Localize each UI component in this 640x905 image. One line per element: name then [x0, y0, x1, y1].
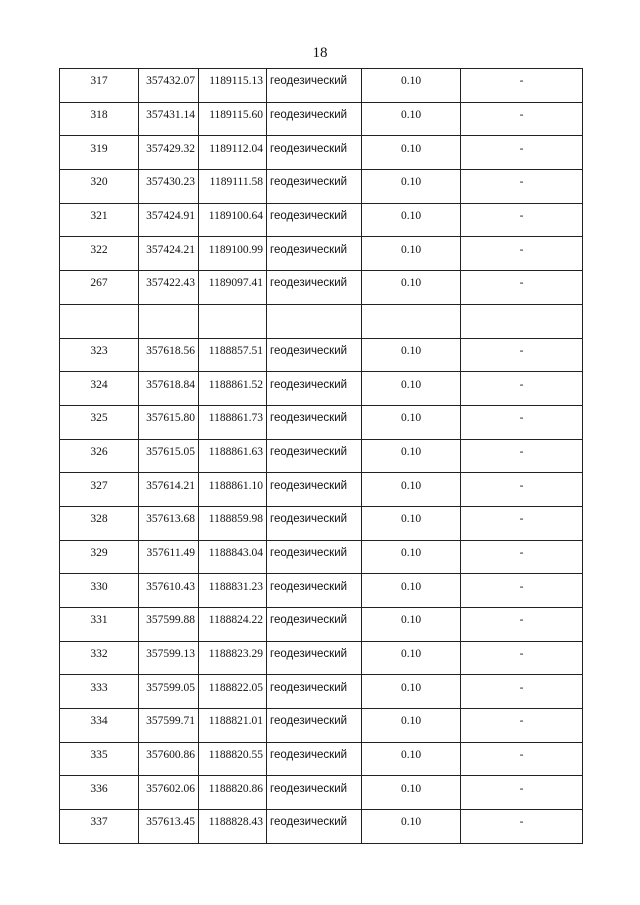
accuracy-cell: 0.10: [362, 372, 461, 406]
x-coordinate-cell: 357599.13: [139, 641, 199, 675]
accuracy-cell: 0.10: [362, 540, 461, 574]
description-cell: -: [461, 675, 583, 709]
method-cell: геодезический: [267, 136, 362, 170]
description-cell: -: [461, 506, 583, 540]
description-cell: -: [461, 709, 583, 743]
point-number-cell: 332: [60, 641, 139, 675]
table-row: [60, 641, 583, 675]
description-cell: -: [461, 69, 583, 103]
description-cell: -: [461, 136, 583, 170]
y-coordinate-cell: 1188828.43: [199, 810, 267, 844]
point-number-cell: 317: [60, 69, 139, 103]
table-row: [60, 608, 583, 642]
table-row: [60, 473, 583, 507]
x-coordinate-cell: 357430.23: [139, 170, 199, 204]
description-cell: -: [461, 203, 583, 237]
method-cell: геодезический: [267, 271, 362, 305]
method-cell: геодезический: [267, 608, 362, 642]
method-cell: [267, 304, 362, 338]
table-row: [60, 439, 583, 473]
accuracy-cell: 0.10: [362, 608, 461, 642]
point-number-cell: 335: [60, 742, 139, 776]
y-coordinate-cell: 1188861.73: [199, 405, 267, 439]
description-cell: -: [461, 405, 583, 439]
accuracy-cell: 0.10: [362, 810, 461, 844]
x-coordinate-cell: [139, 304, 199, 338]
accuracy-cell: 0.10: [362, 405, 461, 439]
method-cell: геодезический: [267, 372, 362, 406]
table-row: [60, 203, 583, 237]
table-row: [60, 338, 583, 372]
table-row: [60, 776, 583, 810]
accuracy-cell: 0.10: [362, 439, 461, 473]
method-cell: геодезический: [267, 102, 362, 136]
y-coordinate-cell: 1189112.04: [199, 136, 267, 170]
y-coordinate-cell: 1189100.64: [199, 203, 267, 237]
point-number-cell: [60, 304, 139, 338]
point-number-cell: 326: [60, 439, 139, 473]
point-number-cell: 318: [60, 102, 139, 136]
x-coordinate-cell: 357429.32: [139, 136, 199, 170]
method-cell: геодезический: [267, 810, 362, 844]
point-number-cell: 331: [60, 608, 139, 642]
x-coordinate-cell: 357618.84: [139, 372, 199, 406]
method-cell: геодезический: [267, 506, 362, 540]
accuracy-cell: 0.10: [362, 170, 461, 204]
page-number: 18: [312, 45, 328, 61]
description-cell: -: [461, 372, 583, 406]
point-number-cell: 328: [60, 506, 139, 540]
table-row: [60, 742, 583, 776]
description-cell: -: [461, 540, 583, 574]
accuracy-cell: 0.10: [362, 742, 461, 776]
description-cell: -: [461, 641, 583, 675]
point-number-cell: 324: [60, 372, 139, 406]
description-cell: [461, 304, 583, 338]
description-cell: -: [461, 810, 583, 844]
point-number-cell: 321: [60, 203, 139, 237]
accuracy-cell: 0.10: [362, 506, 461, 540]
y-coordinate-cell: 1189097.41: [199, 271, 267, 305]
accuracy-cell: 0.10: [362, 203, 461, 237]
point-number-cell: 267: [60, 271, 139, 305]
method-cell: геодезический: [267, 776, 362, 810]
y-coordinate-cell: 1188824.22: [199, 608, 267, 642]
x-coordinate-cell: 357599.05: [139, 675, 199, 709]
table-row: [60, 675, 583, 709]
accuracy-cell: 0.10: [362, 641, 461, 675]
accuracy-cell: 0.10: [362, 709, 461, 743]
x-coordinate-cell: 357610.43: [139, 574, 199, 608]
method-cell: геодезический: [267, 203, 362, 237]
y-coordinate-cell: 1188861.63: [199, 439, 267, 473]
y-coordinate-cell: 1188820.55: [199, 742, 267, 776]
point-number-cell: 329: [60, 540, 139, 574]
method-cell: геодезический: [267, 439, 362, 473]
accuracy-cell: 0.10: [362, 237, 461, 271]
table-row: [60, 271, 583, 305]
x-coordinate-cell: 357618.56: [139, 338, 199, 372]
coordinates-table-body: [60, 69, 583, 844]
point-number-cell: 327: [60, 473, 139, 507]
point-number-cell: 333: [60, 675, 139, 709]
y-coordinate-cell: 1189100.99: [199, 237, 267, 271]
y-coordinate-cell: [199, 304, 267, 338]
x-coordinate-cell: 357615.80: [139, 405, 199, 439]
y-coordinate-cell: 1188861.10: [199, 473, 267, 507]
x-coordinate-cell: 357600.86: [139, 742, 199, 776]
method-cell: геодезический: [267, 641, 362, 675]
x-coordinate-cell: 357422.43: [139, 271, 199, 305]
y-coordinate-cell: 1188859.98: [199, 506, 267, 540]
point-number-cell: 322: [60, 237, 139, 271]
method-cell: геодезический: [267, 338, 362, 372]
table-row: [60, 304, 583, 338]
accuracy-cell: 0.10: [362, 102, 461, 136]
table-row: [60, 709, 583, 743]
description-cell: -: [461, 170, 583, 204]
point-number-cell: 336: [60, 776, 139, 810]
table-row: [60, 372, 583, 406]
method-cell: геодезический: [267, 237, 362, 271]
x-coordinate-cell: 357599.71: [139, 709, 199, 743]
method-cell: геодезический: [267, 170, 362, 204]
y-coordinate-cell: 1188857.51: [199, 338, 267, 372]
table-row: [60, 574, 583, 608]
x-coordinate-cell: 357599.88: [139, 608, 199, 642]
x-coordinate-cell: 357614.21: [139, 473, 199, 507]
method-cell: геодезический: [267, 709, 362, 743]
method-cell: геодезический: [267, 540, 362, 574]
y-coordinate-cell: 1189115.60: [199, 102, 267, 136]
y-coordinate-cell: 1188820.86: [199, 776, 267, 810]
accuracy-cell: 0.10: [362, 136, 461, 170]
point-number-cell: 323: [60, 338, 139, 372]
method-cell: геодезический: [267, 69, 362, 103]
point-number-cell: 334: [60, 709, 139, 743]
description-cell: -: [461, 473, 583, 507]
y-coordinate-cell: 1188831.23: [199, 574, 267, 608]
method-cell: геодезический: [267, 473, 362, 507]
x-coordinate-cell: 357602.06: [139, 776, 199, 810]
accuracy-cell: 0.10: [362, 675, 461, 709]
x-coordinate-cell: 357424.91: [139, 203, 199, 237]
description-cell: -: [461, 608, 583, 642]
accuracy-cell: [362, 304, 461, 338]
description-cell: -: [461, 742, 583, 776]
point-number-cell: 337: [60, 810, 139, 844]
y-coordinate-cell: 1189111.58: [199, 170, 267, 204]
x-coordinate-cell: 357613.68: [139, 506, 199, 540]
table-row: [60, 136, 583, 170]
method-cell: геодезический: [267, 675, 362, 709]
x-coordinate-cell: 357613.45: [139, 810, 199, 844]
table-row: [60, 810, 583, 844]
table-row: [60, 506, 583, 540]
description-cell: -: [461, 102, 583, 136]
accuracy-cell: 0.10: [362, 473, 461, 507]
method-cell: геодезический: [267, 742, 362, 776]
x-coordinate-cell: 357615.05: [139, 439, 199, 473]
x-coordinate-cell: 357431.14: [139, 102, 199, 136]
description-cell: -: [461, 776, 583, 810]
table-row: [60, 405, 583, 439]
accuracy-cell: 0.10: [362, 271, 461, 305]
x-coordinate-cell: 357611.49: [139, 540, 199, 574]
description-cell: -: [461, 338, 583, 372]
point-number-cell: 325: [60, 405, 139, 439]
method-cell: геодезический: [267, 574, 362, 608]
x-coordinate-cell: 357424.21: [139, 237, 199, 271]
y-coordinate-cell: 1188821.01: [199, 709, 267, 743]
accuracy-cell: 0.10: [362, 69, 461, 103]
accuracy-cell: 0.10: [362, 574, 461, 608]
y-coordinate-cell: 1189115.13: [199, 69, 267, 103]
method-cell: геодезический: [267, 405, 362, 439]
y-coordinate-cell: 1188822.05: [199, 675, 267, 709]
coordinates-table: [59, 68, 583, 844]
table-row: [60, 237, 583, 271]
point-number-cell: 320: [60, 170, 139, 204]
point-number-cell: 330: [60, 574, 139, 608]
table-row: [60, 102, 583, 136]
y-coordinate-cell: 1188823.29: [199, 641, 267, 675]
y-coordinate-cell: 1188861.52: [199, 372, 267, 406]
description-cell: -: [461, 271, 583, 305]
table-row: [60, 69, 583, 103]
y-coordinate-cell: 1188843.04: [199, 540, 267, 574]
description-cell: -: [461, 574, 583, 608]
point-number-cell: 319: [60, 136, 139, 170]
description-cell: -: [461, 439, 583, 473]
table-row: [60, 170, 583, 204]
accuracy-cell: 0.10: [362, 338, 461, 372]
x-coordinate-cell: 357432.07: [139, 69, 199, 103]
accuracy-cell: 0.10: [362, 776, 461, 810]
table-row: [60, 540, 583, 574]
description-cell: -: [461, 237, 583, 271]
